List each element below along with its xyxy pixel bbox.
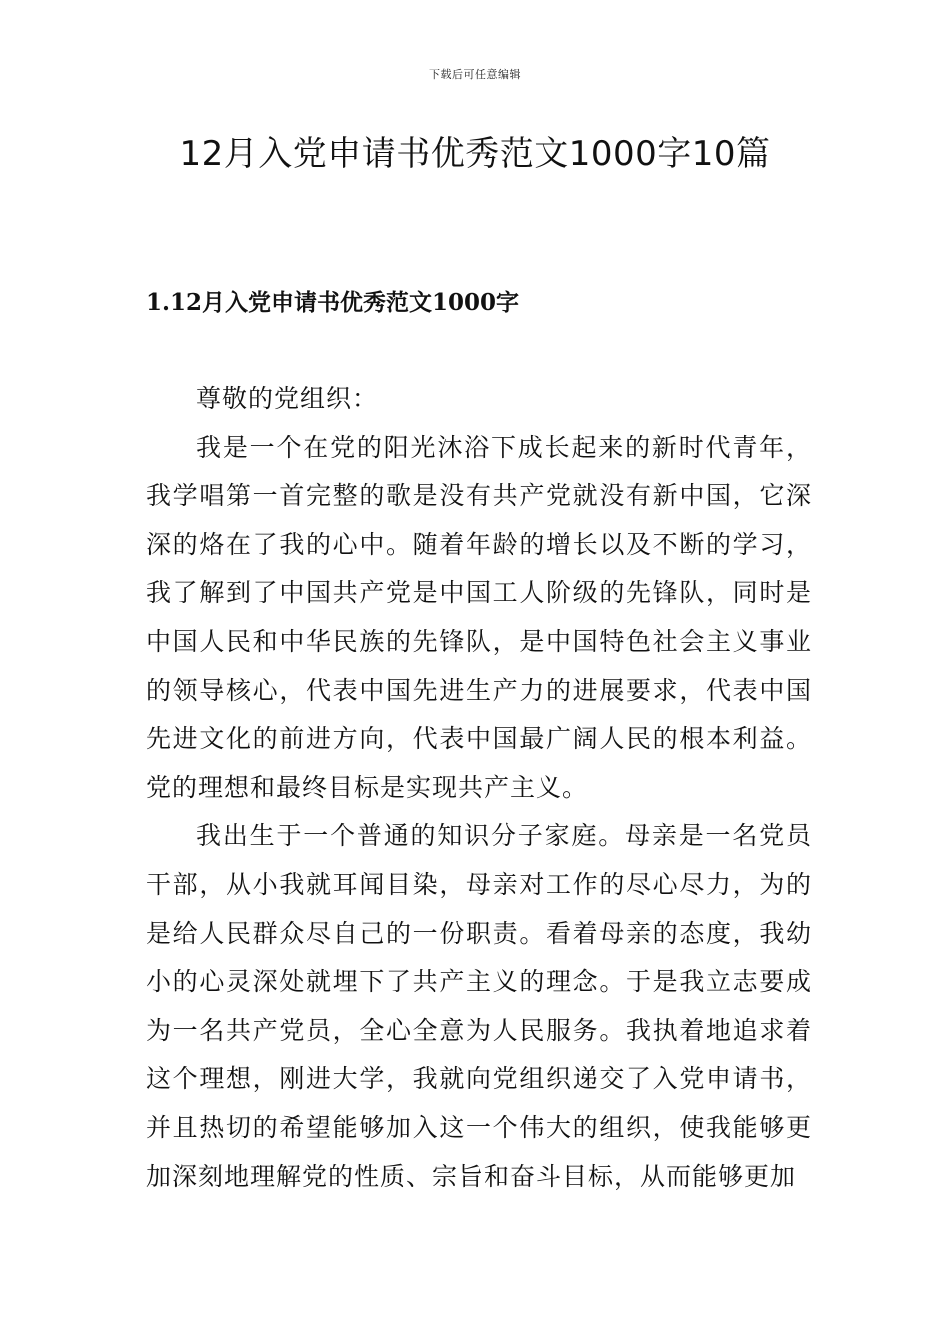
header-note: 下载后可任意编辑 — [429, 68, 521, 81]
document-title: 12月入党申请书优秀范文1000字10篇 — [179, 134, 771, 174]
body-paragraph-1: 我是一个在党的阳光沐浴下成长起来的新时代青年，我学唱第一首完整的歌是没有共产党就没有新中国，它深深的烙在了我的心中。随着年龄的增长以及不断的学习，我了解到了中国共产党是中国工人阶级的先锋队，同时是中国人民和中华民族的先锋队，是中国特色社会主义事业的领导核心，代表中国先进生产力的进展要求，代表中国先进文化的前进方向，代表中国最广阔人民的根本利益。党的理想和最终目标是实现共产主义。 — [146, 432, 812, 802]
body-paragraph-2: 我出生于一个普通的知识分子家庭。母亲是一名党员干部，从小我就耳闻目染，母亲对工作的尽心尽力，为的是给人民群众尽自己的一份职责。看着母亲的态度，我幼小的心灵深处就埋下了共产主义的理念。于是我立志要成为一名共产党员，全心全意为人民服务。我执着地追求着这个理想，刚进大学，我就向党组织递交了入党申请书，并且热切的希望能够加入这一个伟大的组织，使我能够更加深刻地理解党的性质、宗旨和奋斗目标，从而能够更加 — [146, 821, 812, 1191]
salutation: 尊敬的党组织： — [196, 384, 379, 413]
section-heading: 1.12月入党申请书优秀范文1000字 — [146, 289, 520, 316]
letter-body — [146, 375, 812, 1201]
